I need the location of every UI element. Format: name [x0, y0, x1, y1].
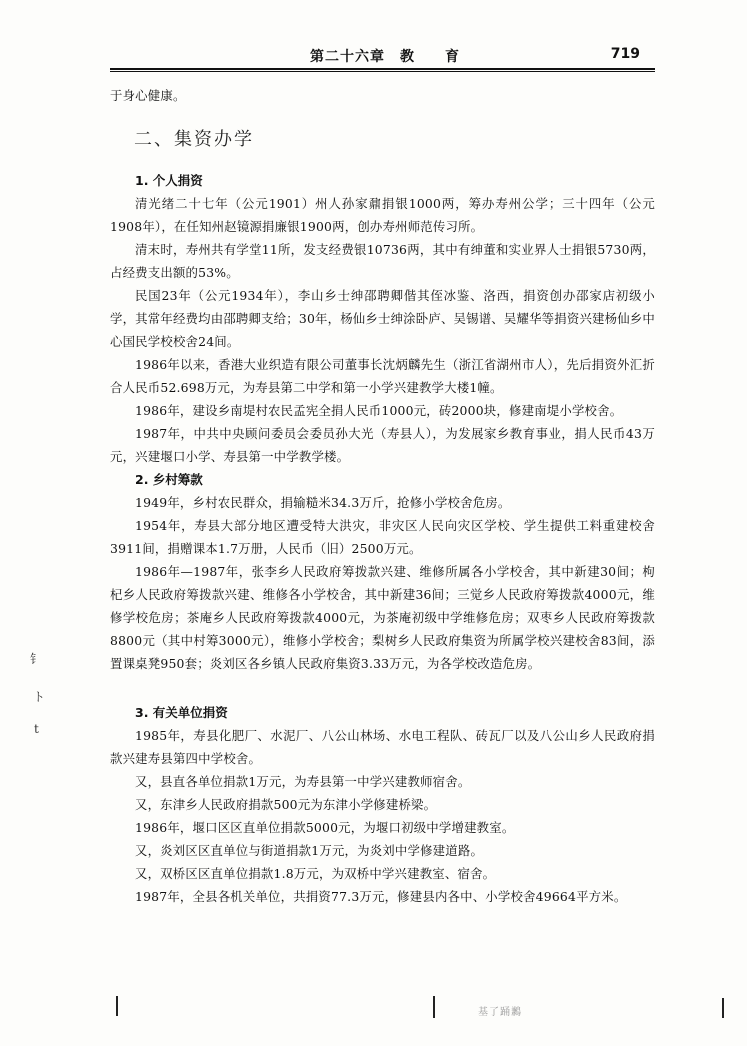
paragraph: 1986年—1987年，张李乡人民政府筹拨款兴建、维修所属各小学校舍，其中新建30间；枸杞乡人民政府筹拨款兴建、维修各小学校舍，其中新建36间；三觉乡人民政府筹拨款4000元，维修学校危房；茶庵乡人民政府筹拨款4000元，为茶庵初级中学维修危房；双枣乡人民政府筹拨款8800元（其中村筹3000元），维修小学校舍；梨树乡人民政府集资为所属学校兴建校舍83间，添置课桌凳950套；炎刘区各乡镇人民政府集资3.33万元，为各学校改造危房。: [110, 564, 655, 671]
paragraph: 1986年，建设乡南堤村农民孟宪全捐人民币1000元，砖2000块，修建南堤小学校舍。: [135, 403, 623, 418]
chapter-title: 第二十六章 教 育: [310, 49, 460, 65]
paragraph: 1954年，寿县大部分地区遭受特大洪灾，非灾区人民向灾区学校、学生提供工料重建校舍3911间，捐赠课本1.7万册，人民币（旧）2500万元。: [110, 518, 655, 556]
subsection-title: 2. 乡村筹款: [135, 472, 203, 487]
scan-edge-line: [722, 998, 724, 1018]
paragraph: 清末时，寿州共有学堂11所，发支经费银10736两，其中有绅董和实业界人士捐银5730两，占经费支出额的53%。: [110, 242, 655, 280]
footer-smudge: 基了踊鶼: [478, 1007, 522, 1018]
paragraph: 1985年，寿县化肥厂、水泥厂、八公山林场、水电工程队、砖瓦厂以及八公山乡人民政府捐款兴建寿县第四中学校舍。: [110, 728, 655, 766]
paragraph: 1987年，中共中央顾问委员会委员孙大光（寿县人），为发展家乡教育事业，捐人民币43万元，兴建堰口小学、寿县第一中学教学楼。: [110, 426, 655, 464]
paragraph: 又，县直各单位捐款1万元，为寿县第一中学兴建教师宿舍。: [135, 774, 471, 789]
header-rule: [110, 68, 655, 70]
paragraph: 又，东津乡人民政府捐款500元为东津小学修建桥梁。: [135, 797, 437, 812]
running-header: [118, 42, 648, 68]
paragraph: 又，双桥区区直单位捐款1.8万元，为双桥中学兴建教室、宿舍。: [135, 866, 496, 881]
paragraph: 1986年，堰口区区直单位捐款5000元，为堰口初级中学增建教室。: [135, 820, 515, 835]
header-rule-thin: [110, 71, 655, 72]
paragraph: 又，炎刘区区直单位与街道捐款1万元，为炎刘中学修建道路。: [135, 843, 484, 858]
subsection-title: 3. 有关单位捐资: [135, 705, 228, 720]
margin-mark: t: [34, 722, 39, 736]
scan-edge-line: [433, 996, 435, 1018]
paragraph: 1949年，乡村农民群众，捐输糙米34.3万斤，抢修小学校舍危房。: [135, 495, 511, 510]
paragraph: 1987年，全县各机关单位，共捐资77.3万元，修建县内各中、小学校舍49664平方米。: [135, 889, 627, 904]
page-body: [110, 84, 655, 908]
section-title: 二、集资办学: [134, 129, 254, 150]
paragraph: 1986年以来，香港大业织造有限公司董事长沈炳麟先生（浙江省湖州市人），先后捐资外汇折合人民币52.698万元，为寿县第二中学和第一小学兴建教学大楼1幢。: [110, 357, 655, 395]
margin-mark: 钅: [30, 652, 43, 666]
page-number: 719: [610, 46, 640, 62]
margin-mark: ト: [33, 690, 46, 704]
scan-edge-line: [116, 996, 118, 1016]
paragraph: 清光绪二十七年（公元1901）州人孙家鼐捐银1000两，筹办寿州公学；三十四年（公元1908年），在任知州赵镜源捐廉银1900两，创办寿州师范传习所。: [110, 196, 655, 234]
subsection-title: 1. 个人捐资: [135, 173, 203, 188]
spacer: [110, 675, 655, 701]
lead-line: 于身心健康。: [110, 88, 186, 103]
paragraph: 民国23年（公元1934年），李山乡士绅邵聘卿偕其侄冰鉴、洛西，捐资创办邵家店初级小学，其常年经费均由邵聘卿支给；30年，杨仙乡士绅涂卧庐、吴锡谱、吴耀华等捐资兴建杨仙乡中心国民学校校舍24间。: [110, 288, 655, 349]
